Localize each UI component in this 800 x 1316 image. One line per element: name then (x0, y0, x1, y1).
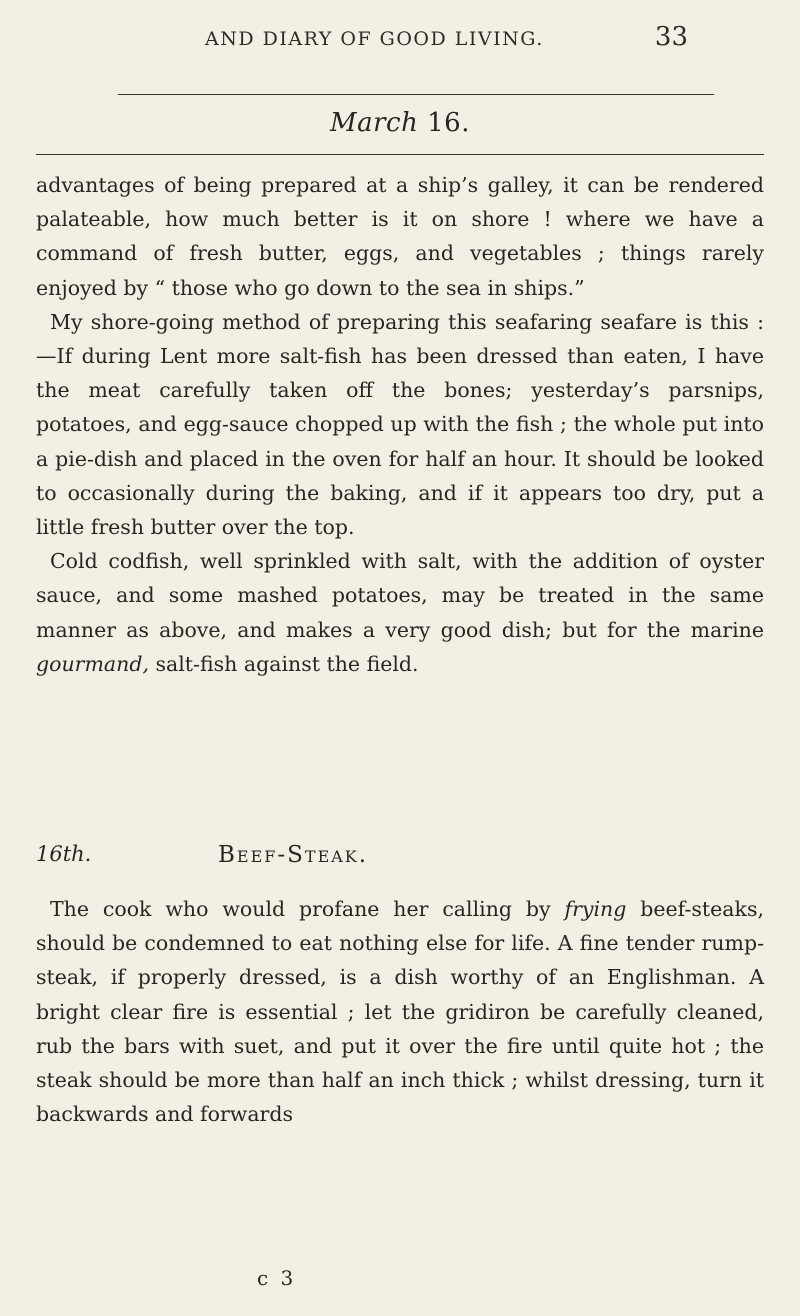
recipe-date: 16th. (36, 842, 92, 866)
recipe-paragraph (36, 892, 764, 1131)
top-rule (118, 94, 714, 95)
body-text (36, 168, 764, 681)
signature-mark: c 3 (257, 1266, 297, 1290)
recipe-text-end: beef-steaks, should be condemned to eat nothing else for life. A fine tender rump-steak, if properly dressed, is a dish worthy of an Englishman. A bright clear fire is essential ; let the gridiron be carefully cleaned, rub the bars with suet, and put it over the fire until quite hot ; the steak should be more than half an inch thick ; whilst dressing, turn it backwards and forwards (36, 897, 764, 1127)
date-month: March (330, 108, 419, 138)
paragraph-2: My shore-going method of preparing this seafaring seafare is this :—If during Lent more salt-fish has been dressed than eaten, I have the meat carefully taken off the bones; yesterday’s parsnips, potatoes, and egg-sauce chopped up with the fish ; the whole put into a pie-dish and placed in the oven for half an hour. It should be looked to occasionally during the baking, and if it appears too dry, put a little fresh butter over the top. (36, 309, 764, 540)
recipe-title: Beef-Steak. (218, 842, 369, 868)
codfish-text: Cold codfish, well sprinkled with salt, with the addition of oyster sauce, and some mashed potatoes, may be treated in the same manner as above, and makes a very good dish; but for the marine (36, 549, 764, 642)
paragraph-3 (36, 544, 764, 681)
recipe-text-start: The cook who would profane her calling by (50, 897, 565, 921)
codfish-end: salt-fish against the field. (148, 651, 419, 676)
italic-frying: frying (564, 897, 627, 921)
date-day: 16. (427, 108, 470, 138)
page-number: 33 (654, 22, 688, 52)
paragraph-1: advantages of being prepared at a ship’s galley, it can be rendered palateable, how much better is it on shore ! where we have a command of fresh butter, eggs, and vegetables ; things rarely enjoyed by “ those who go down to the sea in ships.” (36, 173, 764, 300)
recipe-heading (36, 842, 764, 878)
recipe-text (36, 892, 764, 1131)
running-head: AND DIARY OF GOOD LIVING. (205, 28, 544, 50)
bottom-rule (36, 154, 764, 155)
date-heading (0, 108, 800, 138)
italic-gourmand: gourmand, (36, 651, 149, 676)
